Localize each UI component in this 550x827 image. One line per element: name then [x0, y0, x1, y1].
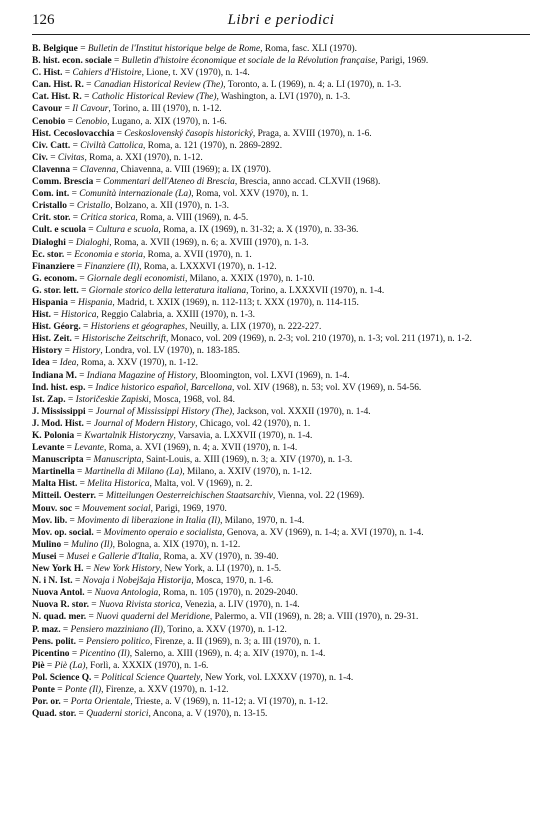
bibliography-entry: Mitteil. Oesterr. = Mitteilungen Oesterreichischen Staatsarchiv, Vienna, vol. 22 (1969). — [32, 491, 365, 502]
entry-abbreviation: N. quad. mer. — [32, 612, 87, 623]
entry-full-title: Melita Historica — [87, 479, 150, 490]
bibliography-entry: N. i N. Ist. = Novaja i Nobejšaja Historija, Mosca, 1970, n. 1-6. — [32, 576, 274, 587]
entry-full-title: Civiltà Cattolica — [80, 140, 144, 151]
entry-abbreviation: J. Mod. Hist. — [32, 418, 84, 429]
bibliography-entry: Crit. stor. = Critica storica, Roma, a. VIII (1969), n. 4-5. — [32, 213, 249, 224]
entry-details: , Praga, a. XVIII (1970), n. 1-6. — [252, 128, 372, 139]
entry-full-title: Nuova Antologia — [94, 588, 159, 599]
entry-details: , Mosca, 1970, n. 1-6. — [191, 576, 274, 587]
entry-abbreviation: Piè — [32, 660, 45, 671]
entry-full-title: Nuovi quaderni del Meridione — [96, 612, 210, 623]
entry-details: , Brescia, anno accad. CLXVII (1968). — [234, 177, 381, 188]
entry-full-title: Manuscripta — [93, 455, 142, 466]
entry-details: , Torino, a. III (1970), n. 1-12. — [108, 104, 222, 115]
bibliography-entry: N. quad. mer. = Nuovi quaderni del Meridione, Palermo, a. VII (1969), n. 28; a. VIII (1970), n. 29-31. — [32, 612, 419, 623]
entry-details: , Roma, a. XVII (1970), n. 1. — [142, 249, 252, 260]
bibliography-entry: B. Belgique = Bulletin de l'Institut historique belge de Rome, Roma, fasc. XLI (1970). — [32, 44, 357, 54]
bibliography-entry: Pens. polit. = Pensiero politico, Firenze, a. II (1969), n. 3; a. III (1970), n. 1. — [32, 636, 321, 647]
entry-details: , Malta, vol. V (1969), n. 2. — [149, 479, 253, 490]
bibliography-list — [32, 43, 530, 720]
entry-full-title: Martinella di Milano (La) — [84, 467, 183, 478]
entry-abbreviation: Mov. op. social. — [32, 527, 94, 538]
entry-full-title: Bulletin d'histoire économique et sociale de la Révolution française — [121, 56, 376, 67]
entry-abbreviation: Can. Hist. R. — [32, 80, 84, 91]
entry-details: , Lione, t. XV (1970), n. 1-4. — [141, 68, 250, 79]
entry-details: , Firenze, a. XXV (1970), n. 1-12. — [101, 684, 229, 695]
entry-details: , Roma, fasc. XLI (1970). — [260, 44, 357, 54]
entry-abbreviation: New York H. — [32, 564, 84, 575]
entry-details: , Ancona, a. V (1970), n. 13-15. — [148, 709, 268, 720]
entry-abbreviation: Hist. Géorg. — [32, 322, 81, 333]
entry-full-title: Indice historico español, Barcellona — [95, 382, 233, 393]
bibliography-entry: K. Polonia = Kwartalnik Historyczny, Varsavia, a. LXXVII (1970), n. 1-4. — [32, 431, 313, 441]
bibliography-entry: Quad. stor. = Quaderni storici, Ancona, a. V (1970), n. 13-15. — [32, 709, 268, 720]
bibliography-entry: Mouv. soc = Mouvement social, Parigi, 1969, 1970. — [32, 503, 227, 514]
entry-full-title: Civitas — [57, 152, 85, 163]
bibliography-entry: Idea = Idea, Roma, a. XXV (1970), n. 1-12. — [32, 358, 199, 369]
entry-full-title: Journal of Mississippi History (The) — [95, 406, 233, 417]
entry-details: , Venezia, a. LIV (1970), n. 1-4. — [180, 600, 300, 611]
entry-abbreviation: Picentino — [32, 648, 70, 659]
bibliography-entry: Picentino = Picentino (Il), Salerno, a. XIII (1969), n. 4; a. XIV (1970), n. 1-4. — [32, 648, 326, 659]
bibliography-entry: Civ. Catt. = Civiltà Cattolica, Roma, a. 121 (1970), n. 2869-2892. — [32, 140, 283, 151]
entry-full-title: Istoričeskie Zapiski — [75, 394, 149, 405]
entry-abbreviation: Martinella — [32, 467, 75, 478]
entry-full-title: Mulino (Il) — [71, 539, 113, 550]
entry-details: , Firenze, a. II (1969), n. 3; a. III (1970), n. 1. — [149, 636, 321, 647]
entry-details: , Saint-Louis, a. XIII (1969), n. 3; a. XIV (1970), n. 1-3. — [141, 455, 353, 466]
bibliography-entry: C. Hist. = Cahiers d'Histoire, Lione, t. XV (1970), n. 1-4. — [32, 68, 250, 79]
bibliography-entry: Ind. hist. esp. = Indice historico español, Barcellona, vol. XIV (1968), n. 53; vol. XV (1969), n. 54-56. — [32, 382, 422, 393]
entry-abbreviation: Cult. e scuola — [32, 225, 86, 236]
entry-abbreviation: Comm. Brescia — [32, 177, 94, 188]
entry-abbreviation: Mov. lib. — [32, 515, 68, 526]
entry-details: , Varsavia, a. LXXVII (1970), n. 1-4. — [173, 431, 313, 441]
bibliography-entry: Dialoghi = Dialoghi, Roma, a. XVII (1969), n. 6; a. XVIII (1970), n. 1-3. — [32, 237, 309, 248]
entry-abbreviation: Hist. Cecoslovacchia — [32, 128, 115, 139]
bibliography-entry: Mov. lib. = Movimento di liberazione in Italia (Il), Milano, 1970, n. 1-4. — [32, 515, 305, 526]
entry-details: , vol. XIV (1968), n. 53; vol. XV (1969), n. 54-56. — [232, 382, 422, 393]
entry-full-title: Ponte (Il) — [64, 684, 102, 695]
entry-details: , Roma, a. XXV (1970), n. 1-12. — [76, 358, 199, 369]
entry-full-title: Movimento operaio e socialista — [103, 527, 223, 538]
entry-abbreviation: G. econom. — [32, 273, 78, 284]
entry-details: , Milano, 1970, n. 1-4. — [220, 515, 305, 526]
entry-full-title: Canadian Historical Review (The) — [93, 80, 224, 91]
entry-full-title: Kwartalnik Historyczny — [84, 431, 174, 441]
entry-abbreviation: Malta Hist. — [32, 479, 78, 490]
bibliography-entry: Comm. Brescia = Commentari dell'Ateneo di Brescia, Brescia, anno accad. CLXVII (1968). — [32, 177, 381, 188]
entry-details: , Londra, vol. LV (1970), n. 183-185. — [100, 346, 240, 357]
entry-abbreviation: Com. int. — [32, 189, 70, 200]
entry-abbreviation: History — [32, 346, 63, 357]
bibliography-entry: Hist. Géorg. = Historiens et géographes, Neuilly, a. LIX (1970), n. 222-227. — [32, 322, 322, 333]
bibliography-entry: Nuova R. stor. = Nuova Rivista storica, Venezia, a. LIV (1970), n. 1-4. — [32, 600, 300, 611]
entry-details: , Torino, a. XXV (1970), n. 1-12. — [162, 624, 287, 635]
bibliography-entry: Mulino = Mulino (Il), Bologna, a. XIX (1970), n. 1-12. — [32, 539, 241, 550]
entry-details: , Roma, a. XXI (1970), n. 1-12. — [84, 152, 203, 163]
entry-full-title: Political Science Quartely — [101, 672, 201, 683]
entry-details: , New York, a. LI (1970), n. 1-5. — [159, 564, 282, 575]
entry-full-title: History — [72, 346, 101, 357]
entry-details: , Bolzano, a. XII (1970), n. 1-3. — [110, 201, 229, 212]
entry-details: , Mosca, 1968, vol. 84. — [148, 394, 235, 405]
entry-full-title: Picentino (Il) — [79, 648, 130, 659]
entry-full-title: Giornale storico della letteratura italiana — [88, 285, 247, 296]
running-header — [32, 12, 530, 35]
entry-details: , Jackson, vol. XXXII (1970), n. 1-4. — [232, 406, 371, 417]
entry-details: , Roma, a. XVI (1969), n. 4; a. XVII (1970), n. 1-4. — [103, 443, 298, 454]
bibliography-entry: History = History, Londra, vol. LV (1970), n. 183-185. — [32, 346, 240, 357]
entry-details: , Trieste, a. V (1969), n. 11-12; a. VI (1970), n. 1-12. — [130, 697, 328, 708]
entry-abbreviation: Quad. stor. — [32, 709, 77, 720]
entry-details: , Vienna, vol. 22 (1969). — [272, 491, 365, 502]
entry-abbreviation: B. hist. econ. sociale — [32, 56, 112, 67]
bibliography-entry: Ec. stor. = Economia e storia, Roma, a. XVII (1970), n. 1. — [32, 249, 252, 260]
bibliography-entry: Clavenna = Clavenna, Chiavenna, a. VIII (1969); a. IX (1970). — [32, 164, 271, 175]
bibliography-entry: Ist. Zap. = Istoričeskie Zapiski, Mosca, 1968, vol. 84. — [32, 394, 235, 405]
entry-abbreviation: Hispania — [32, 297, 68, 308]
entry-full-title: Historica — [61, 310, 97, 321]
entry-abbreviation: Dialoghi — [32, 237, 66, 248]
entry-full-title: Novaja i Nobejšaja Historija — [82, 576, 192, 587]
bibliography-entry: New York H. = New York History, New York, a. LI (1970), n. 1-5. — [32, 564, 282, 575]
entry-abbreviation: Indiana M. — [32, 370, 77, 381]
entry-full-title: Dialoghi — [75, 237, 110, 248]
bibliography-entry: P. maz. = Pensiero mazziniano (Il), Torino, a. XXV (1970), n. 1-12. — [32, 624, 287, 635]
entry-full-title: Finanziere (Il) — [84, 261, 140, 272]
bibliography-entry: G. stor. lett. = Giornale storico della letteratura italiana, Torino, a. LXXXVII (1970), n. 1-4. — [32, 285, 385, 296]
entry-abbreviation: Civ. — [32, 152, 48, 163]
entry-details: , Parigi, 1969. — [375, 56, 429, 67]
entry-full-title: Clavenna — [80, 164, 116, 175]
bibliography-entry: Com. int. = Comunità internazionale (La), Roma, vol. XXV (1970), n. 1. — [32, 189, 309, 200]
entry-abbreviation: Cat. Hist. R. — [32, 92, 82, 103]
entry-full-title: Historiens et géographes — [90, 322, 185, 333]
bibliography-entry: Finanziere = Finanziere (Il), Roma, a. LXXXVI (1970), n. 1-12. — [32, 261, 277, 272]
entry-full-title: Historische Zeitschrift — [81, 334, 166, 345]
bibliography-entry: J. Mod. Hist. = Journal of Modern History, Chicago, vol. 42 (1970), n. 1. — [32, 418, 311, 429]
bibliography-entry: Hist. = Historica, Reggio Calabria, a. XXIII (1970), n. 1-3. — [32, 310, 255, 321]
entry-abbreviation: Clavenna — [32, 164, 71, 175]
entry-abbreviation: Ist. Zap. — [32, 394, 66, 405]
entry-full-title: Giornale degli economisti — [87, 273, 185, 284]
entry-details: , Monaco, vol. 209 (1969), n. 2-3; vol. 210 (1970), n. 1-3; vol. 211 (1971), n. 1-2. — [165, 334, 472, 345]
entry-abbreviation: Musei — [32, 551, 57, 562]
entry-full-title: Indiana Magazine of History — [86, 370, 196, 381]
page-title: Libri e periodici — [227, 12, 335, 28]
entry-details: , Genova, a. XV (1969), n. 1-4; a. XVI (1970), n. 1-4. — [222, 527, 424, 538]
bibliography-entry: Nuova Antol. = Nuova Antologia, Roma, n. 105 (1970), n. 2029-2040. — [32, 588, 298, 599]
entry-abbreviation: B. Belgique — [32, 44, 78, 54]
entry-full-title: Journal of Modern History — [93, 418, 196, 429]
entry-details: , Torino, a. LXXXVII (1970), n. 1-4. — [246, 285, 385, 296]
entry-details: , Roma, a. VIII (1969), n. 4-5. — [135, 213, 249, 224]
bibliography-entry: Cristallo = Cristallo, Bolzano, a. XII (1970), n. 1-3. — [32, 201, 229, 212]
entry-full-title: Ceskoslovenský časopis historický — [124, 128, 253, 139]
entry-full-title: Commentari dell'Ateneo di Brescia — [103, 177, 235, 188]
entry-abbreviation: Crit. stor. — [32, 213, 71, 224]
entry-full-title: Piè (La) — [54, 660, 86, 671]
entry-details: , Washington, a. LVI (1970), n. 1-3. — [216, 92, 351, 103]
entry-details: , Reggio Calabria, a. XXIII (1970), n. 1-3. — [96, 310, 255, 321]
bibliography-entry: Por. or. = Porta Orientale, Trieste, a. V (1969), n. 11-12; a. VI (1970), n. 1-12. — [32, 697, 328, 708]
bibliography-entry: Manuscripta = Manuscripta, Saint-Louis, a. XIII (1969), n. 3; a. XIV (1970), n. 1-3. — [32, 455, 353, 466]
bibliography-entry: B. hist. econ. sociale = Bulletin d'histoire économique et sociale de la Révolution française, Parigi, 1969. — [32, 56, 429, 67]
bibliography-entry: Levante = Levante, Roma, a. XVI (1969), n. 4; a. XVII (1970), n. 1-4. — [32, 443, 298, 454]
entry-abbreviation: Ponte — [32, 684, 55, 695]
entry-full-title: Pensiero mazziniano (Il) — [70, 624, 163, 635]
entry-abbreviation: N. i N. Ist. — [32, 576, 73, 587]
entry-details: , Bloomington, vol. LXVI (1969), n. 1-4. — [195, 370, 350, 381]
entry-abbreviation: Nuova R. stor. — [32, 600, 89, 611]
entry-abbreviation: K. Polonia — [32, 431, 75, 441]
bibliography-entry: J. Mississippi = Journal of Mississippi History (The), Jackson, vol. XXXII (1970), n. 1-4. — [32, 406, 371, 417]
entry-abbreviation: Pol. Science Q. — [32, 672, 92, 683]
entry-full-title: Musei e Gallerie d'Italia — [66, 551, 159, 562]
bibliography-entry: Ponte = Ponte (Il), Firenze, a. XXV (1970), n. 1-12. — [32, 684, 229, 695]
entry-details: , Salerno, a. XIII (1969), n. 4; a. XIV (1970), n. 1-4. — [129, 648, 326, 659]
entry-details: , Roma, a. IX (1969), n. 31-32; a. X (1970), n. 33-36. — [158, 225, 359, 236]
entry-abbreviation: Idea — [32, 358, 50, 369]
entry-full-title: Idea — [59, 358, 77, 369]
entry-details: , Roma, a. XVII (1969), n. 6; a. XVIII (1970), n. 1-3. — [109, 237, 309, 248]
entry-abbreviation: Ec. stor. — [32, 249, 65, 260]
bibliography-entry: Hist. Cecoslovacchia = Ceskoslovenský časopis historický, Praga, a. XVIII (1970), n. 1-6. — [32, 128, 372, 139]
entry-full-title: Critica storica — [80, 213, 136, 224]
entry-abbreviation: Finanziere — [32, 261, 75, 272]
bibliography-entry: Mov. op. social. = Movimento operaio e socialista, Genova, a. XV (1969), n. 1-4; a. XVI (1970), n. 1-4. — [32, 527, 424, 538]
entry-full-title: Comunità internazionale (La) — [79, 189, 192, 200]
entry-details: , Roma, n. 105 (1970), n. 2029-2040. — [158, 588, 298, 599]
entry-abbreviation: Civ. Catt. — [32, 140, 71, 151]
entry-abbreviation: Hist. Zeit. — [32, 334, 72, 345]
entry-abbreviation: Cavour — [32, 104, 63, 115]
entry-details: , Roma, a. LXXXVI (1970), n. 1-12. — [139, 261, 277, 272]
entry-full-title: Pensiero politico — [86, 636, 150, 647]
entry-details: , New York, vol. LXXXV (1970), n. 1-4. — [200, 672, 354, 683]
bibliography-entry: Cat. Hist. R. = Catholic Historical Review (The), Washington, a. LVI (1970), n. 1-3. — [32, 92, 351, 103]
entry-full-title: Catholic Historical Review (The) — [91, 92, 217, 103]
entry-details: , Roma, a. 121 (1970), n. 2869-2892. — [143, 140, 283, 151]
bibliography-entry: G. econom. = Giornale degli economisti, Milano, a. XXIX (1970), n. 1-10. — [32, 273, 315, 284]
entry-abbreviation: Mouv. soc — [32, 503, 73, 514]
entry-abbreviation: Levante — [32, 443, 65, 454]
entry-details: , Roma, vol. XXV (1970), n. 1. — [191, 189, 309, 200]
entry-full-title: Mouvement social — [82, 503, 151, 514]
entry-details: , Milano, a. XXIV (1970), n. 1-12. — [182, 467, 312, 478]
bibliography-entry: Can. Hist. R. = Canadian Historical Review (The), Toronto, a. L (1969), n. 4; a. LI (1970), n. 1-3. — [32, 80, 402, 91]
entry-abbreviation: Nuova Antol. — [32, 588, 85, 599]
entry-abbreviation: Cenobio — [32, 116, 66, 127]
bibliography-entry: Cenobio = Cenobio, Lugano, a. XIX (1970), n. 1-6. — [32, 116, 227, 127]
entry-full-title: Cahiers d'Histoire — [72, 68, 142, 79]
entry-full-title: New York History — [93, 564, 160, 575]
entry-details: , Lugano, a. XIX (1970), n. 1-6. — [107, 116, 227, 127]
entry-abbreviation: Cristallo — [32, 201, 67, 212]
entry-abbreviation: Ind. hist. esp. — [32, 382, 86, 393]
bibliography-entry: Indiana M. = Indiana Magazine of History, Bloomington, vol. LXVI (1969), n. 1-4. — [32, 370, 350, 381]
entry-details: , Parigi, 1969, 1970. — [150, 503, 227, 514]
entry-full-title: Quaderni storici — [86, 709, 149, 720]
entry-details: , Roma, a. XV (1970), n. 39-40. — [158, 551, 279, 562]
entry-details: , Bologna, a. XIX (1970), n. 1-12. — [112, 539, 241, 550]
bibliography-entry: Hist. Zeit. = Historische Zeitschrift, Monaco, vol. 209 (1969), n. 2-3; vol. 210 (1970), n. 1-3; vol. 211 (1971), n. 1-2. — [32, 334, 472, 345]
bibliography-entry: Pol. Science Q. = Political Science Quartely, New York, vol. LXXXV (1970), n. 1-4. — [32, 672, 354, 683]
entry-details: , Madrid, t. XXIX (1969), n. 112-113; t. XXX (1970), n. 114-115. — [112, 297, 359, 308]
entry-full-title: Il Cavour — [72, 104, 109, 115]
entry-full-title: Nuova Rivista storica — [98, 600, 181, 611]
bibliography-entry: Cavour = Il Cavour, Torino, a. III (1970), n. 1-12. — [32, 104, 222, 115]
entry-full-title: Movimento di liberazione in Italia (Il) — [77, 515, 221, 526]
bibliography-entry: Piè = Piè (La), Forlì, a. XXXIX (1970), n. 1-6. — [32, 660, 209, 671]
entry-abbreviation: Hist. — [32, 310, 52, 321]
entry-details: , Chicago, vol. 42 (1970), n. 1. — [195, 418, 311, 429]
bibliography-entry: Malta Hist. = Melita Historica, Malta, vol. V (1969), n. 2. — [32, 479, 253, 490]
entry-abbreviation: G. stor. lett. — [32, 285, 79, 296]
bibliography-entry: Civ. = Civitas, Roma, a. XXI (1970), n. 1-12. — [32, 152, 203, 163]
entry-full-title: Bulletin de l'Institut historique belge de Rome — [87, 44, 261, 54]
entry-details: , Chiavenna, a. VIII (1969); a. IX (1970). — [115, 164, 271, 175]
entry-details: , Palermo, a. VII (1969), n. 28; a. VIII (1970), n. 29-31. — [209, 612, 419, 623]
entry-abbreviation: Por. or. — [32, 697, 61, 708]
entry-full-title: Economia e storia — [74, 249, 143, 260]
entry-abbreviation: J. Mississippi — [32, 406, 86, 417]
page-number: 126 — [32, 12, 55, 28]
entry-details: , Toronto, a. L (1969), n. 4; a. LI (1970), n. 1-3. — [223, 80, 402, 91]
bibliography-entry: Musei = Musei e Gallerie d'Italia, Roma, a. XV (1970), n. 39-40. — [32, 551, 279, 562]
entry-full-title: Hispania — [77, 297, 113, 308]
entry-abbreviation: Mulino — [32, 539, 62, 550]
entry-full-title: Mitteilungen Oesterreichischen Staatsarchiv — [105, 491, 273, 502]
entry-full-title: Cenobio — [75, 116, 108, 127]
entry-full-title: Cultura e scuola — [95, 225, 159, 236]
entry-abbreviation: Manuscripta — [32, 455, 84, 466]
entry-details: , Neuilly, a. LIX (1970), n. 222-227. — [184, 322, 322, 333]
entry-abbreviation: Mitteil. Oesterr. — [32, 491, 96, 502]
entry-abbreviation: Pens. polit. — [32, 636, 77, 647]
entry-full-title: Porta Orientale — [70, 697, 131, 708]
entry-full-title: Cristallo — [76, 201, 111, 212]
bibliography-entry: Cult. e scuola = Cultura e scuola, Roma, a. IX (1969), n. 31-32; a. X (1970), n. 33-36. — [32, 225, 359, 236]
entry-abbreviation: C. Hist. — [32, 68, 63, 79]
entry-abbreviation: P. maz. — [32, 624, 61, 635]
bibliography-entry: Hispania = Hispania, Madrid, t. XXIX (1969), n. 112-113; t. XXX (1970), n. 114-115. — [32, 297, 359, 308]
entry-details: , Milano, a. XXIX (1970), n. 1-10. — [184, 273, 315, 284]
bibliography-entry: Martinella = Martinella di Milano (La), Milano, a. XXIV (1970), n. 1-12. — [32, 467, 312, 478]
entry-full-title: Levante — [74, 443, 104, 454]
entry-details: , Forlì, a. XXXIX (1970), n. 1-6. — [85, 660, 209, 671]
